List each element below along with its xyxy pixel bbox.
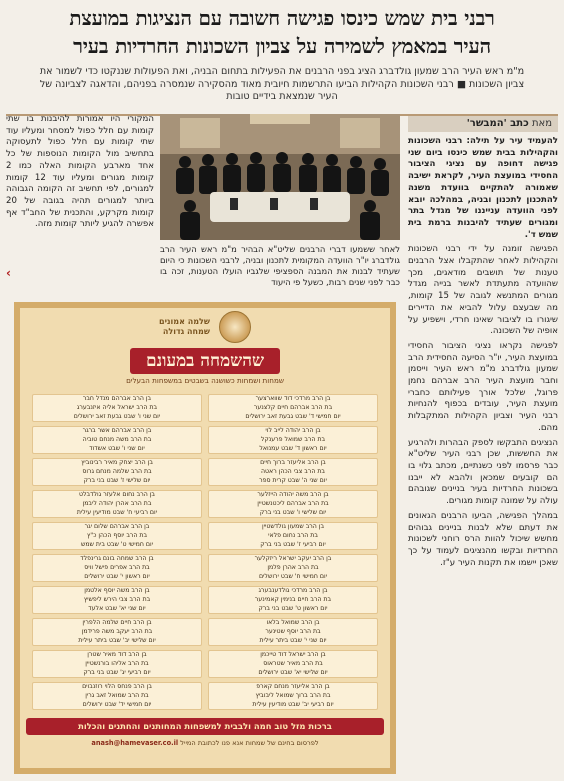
poster-footer-banner: ברכות מזל טוב חמה ולבבית למשפחות המחותנים והחתנים והכלות [26, 718, 384, 735]
poster-entry-line: בת הרב יוסף שטינער [265, 627, 321, 635]
subheadline-line-2: צביון השכונות ■ רבני השכונות הקהילות הביעו התרשמות חיובית מאוד מהסקירה שנמסרה בפניהם, והדאגה לצביונה של [39, 78, 525, 90]
lead-heading: להעמיד עיר על תילה: [466, 136, 558, 146]
byline-name: כתב 'המבשר' [466, 118, 529, 129]
headline-line-2: העיר במאמץ לשמירה על צביון השכונות החרדיות בעיר [73, 34, 491, 58]
poster-entry-line: יום שלישי ו' שבט בני ברק [259, 508, 327, 516]
poster-entry-line: יום ראשון ד' שבט עמנואל [259, 444, 327, 452]
poster-entry-line: יום שלישי יא' שבט ירושלים [258, 668, 328, 676]
poster-entries [32, 394, 378, 720]
poster-entry-line: יום חמישי ט' שבט בית שמש [80, 540, 154, 548]
poster-entry-line: בת הרב אברהם חיים קלצנער [253, 403, 333, 411]
subheadline [6, 66, 558, 116]
poster-entry-line: בן הרב דוד מאיר שטרן [87, 651, 147, 658]
paragraph-4: הנציגים התבקשו לספק הבהרות ולהרגיע את החששות, שכן רבני העיר שליט"א כבר פרסמו לפני כשנתיים, מכתב גלוי בו הם קובעים שמכאן ולהבא לא ייבנו בשכונות החרדיות בעיר בניינים שגובהם עולה על שמונה קומות מגורים. [408, 437, 558, 507]
poster-entry-line: בן הרב יצחק מאיר רבינוביץ [81, 459, 153, 466]
poster-entry-line: יום ראשון ט' שבט בני ברק [258, 604, 328, 612]
article-column-right [408, 136, 558, 776]
poster-entry [208, 682, 378, 710]
poster-entry-line: יום רביעי יג' שבט בני ברק [83, 668, 151, 676]
poster-footer-info [26, 738, 384, 748]
meeting-photo [160, 114, 400, 240]
byline-prefix: מאת [531, 118, 552, 129]
poster-entry-line: בן הרב חיים שלמה הלפרין [82, 619, 152, 626]
subheadline-line-3: העיר שנמצאת בידיים טובות [226, 91, 338, 102]
poster-entry-line: יום ראשון י' שבט ירושלים [84, 572, 150, 580]
poster-entry-line: בן הרב שמואל בלאו [266, 619, 320, 626]
poster-entry-line: בן הרב שמחה בונם גרינפלד [80, 555, 154, 562]
poster-title: שהשמחה במעונם [130, 348, 280, 374]
poster-logo [20, 311, 390, 345]
logo-text [159, 317, 210, 337]
poster-entry-line: יום שני ו' שבט גבעת זאב ירושלים [73, 412, 161, 420]
poster-entry [208, 650, 378, 678]
poster-entry-line: יום חמישי יד' שבט ירושלים [82, 700, 152, 708]
logo-emblem-icon [219, 311, 251, 343]
poster-entry-line: בת הרב אפרים פישל וויס [84, 563, 150, 571]
poster-entry-line: בן הרב משה יוסף אלטמן [84, 587, 150, 594]
poster-entry-line: בת הרב אהרן יהודה ליבמן [82, 499, 152, 507]
poster-entry [32, 554, 202, 582]
article-column-left: המקורי היו אמורות להיבנות בו שתי קומות עם חלל כפול למסחר ומעליו עוד שתי קומות עם חלל כפול לתעסוקה בתחשיב מול הקומות הנוספות של כל אחד מארבע הקומות האלה כמו 2 קומות מגורים ומעליו עוד 12 קומות למגורים, לפי תחשיב זה הקומה הגבוהה ביותר למגורים תהיה בגובה של 20 קומות מקרקע, והתכנית של החב"ד אף אפשרה להגיע ליותר קומות מזה. [6, 114, 154, 230]
poster-entry-line: בן הרב ישראל דוד טייכמן [260, 651, 326, 658]
poster-entry-line: יום רביעי ז' שבט בני ברק [260, 540, 326, 548]
poster-entry [32, 586, 202, 614]
paragraph-5: במהלך הפגישה, הביעו הרבנים הגאונים את דעתם שלא לבנות בניינים גבוהים מחשש שיכול להוות הרס רוחני לשכונות החרדיות ובקשו מהנציגים לעמוד על כך שאכן יישמו את תקנות העיר ע"ז. [408, 510, 558, 568]
logo-line-1: שלמה אמונים [159, 317, 210, 326]
poster-entry-line: בן הרב יעקב ישראל ריזקלער [254, 555, 332, 562]
poster-entry-line: בת הרב צבי הכהן ראטה [261, 467, 325, 475]
poster-entry [32, 650, 202, 678]
poster-entry-line: בת הרב שמואל פרענקל [260, 435, 326, 443]
poster-entry-line: בת הרב מאיר שטראוס [263, 659, 323, 667]
poster-entry-line: בן הרב אליעזר מנחם קארפ [256, 683, 330, 690]
logo-line-2: שמחה גדולה [162, 327, 210, 336]
poster-entry [208, 618, 378, 646]
poster-entry-line: בת הרב חיים בנימין קאמינער [254, 595, 332, 603]
poster-footer-email: anash@hamevaser.co.il [91, 739, 179, 747]
poster-entry-line: יום שני ה' שבט קרית ספר [259, 476, 327, 484]
poster-entry-line: בת הרב משה מנחם טוביה [82, 435, 152, 443]
poster-entry-line: בת הרב ברוך שמואל ליבוביץ [255, 691, 331, 699]
poster-entry-line: יום חמישי ד' שבט גבעת זאב ירושלים [245, 412, 341, 420]
meeting-photo-illustration [160, 114, 400, 240]
poster-subtitle: שמחות ושמחות כשושנה בשבטים במשפחות הבעלים [126, 376, 284, 385]
poster-footer [26, 718, 384, 764]
poster-entry [32, 618, 202, 646]
poster-entry-line: יום רביעי ח' שבט מודיעין עילית [76, 508, 158, 516]
subheadline-line-1: מ"מ ראש העיר הרב שמעון גולדברג הציג בפני הרבנים את הפעילות בתחום הבניה, ואת הפעולות שננקטו כדי לשמור את [39, 66, 525, 77]
poster-entry-line: בת הרב שלמה מנחם גרוס [82, 467, 152, 475]
poster-entry-line: בן הרב מרדכי דוד שווארצער [255, 395, 331, 402]
poster-entry-line: יום שלישי ז' שבט בני ברק [83, 476, 151, 484]
poster-entry [32, 458, 202, 486]
poster-entry-line: בן הרב מרדכי גולדענבערג [258, 587, 328, 594]
poster-entry-line: בן הרב משה יהודה הייזלער [257, 491, 329, 498]
poster-entry-line: בן הרב פנחס הלוי רוזנבוים [82, 683, 152, 690]
continue-arrow-icon: › [6, 266, 11, 280]
poster-entry-line: בת הרב אברהם ליכטנשטיין [257, 499, 329, 507]
poster-entry-line: בן הרב אברהם מנדל חבר [82, 395, 152, 402]
poster-entry-line: יום שני יא' שבט אלעד [88, 604, 146, 612]
paragraph-3: לפגישה נקראו נציגי הציבור החסידי במועצת העיר, יו"ר הסיעה החסידית הרב שמעון גולדברג מ"מ ראש העיר וייסמן וחבר מועצת העיר הרב אברהם נחמן פרוגל, שלכל אורך פעילותם כחברי מועצת העיר, עובדים בכפוף להנחיות רבני העיר וצביון הקהילות המתקבלות מהם. [408, 340, 558, 433]
poster-entry-line: בת הרב אהרן פלמן [267, 563, 319, 571]
poster-entry-line: בת הרב אליהו בורנשטיין [85, 659, 149, 667]
poster-entry-line: בן הרב אליעזר ברוך חיים [260, 459, 326, 466]
poster-entry-line: בת הרב שמואל זאב גרין [85, 691, 149, 699]
poster-entry [208, 426, 378, 454]
poster-entry-line: בן הרב אברהם שלום יגר [84, 523, 150, 530]
headline-line-1: רבני בית שמש כינסו פגישה חשובה עם הנציגות במועצת [69, 6, 495, 30]
poster-entry [32, 394, 202, 422]
poster-entry-line: יום שני ו' שבט אשדוד [89, 444, 145, 452]
poster-entry-line: בת הרב יעקב משה פרידמן [81, 627, 153, 635]
paragraph-2: הפגישה זומנה על ידי רבני השכונות והקהילות לאחר שהתקבלו אצל הרבנים טענות של תושבים מודאגים, מכך שהוועדה מתעתדת לאשר בנייה מגדל מגורים המתנשא לגובה של 15 קומות, מה שבעצם עלול להביא את הדיירים שיגורו בו לציבור שאינו חרדי, וישפיע על אופיה של השכונה. [408, 244, 558, 337]
poster-entry [32, 426, 202, 454]
poster-entry-line: בן הרב נחום אלעזר גולדבלט [79, 491, 155, 498]
poster-entry [208, 394, 378, 422]
poster-entry [208, 554, 378, 582]
poster-entry [32, 522, 202, 550]
poster-entry [32, 490, 202, 518]
paragraph-1: רבני השכונות והקהילות בבית שמש כינסו ביום שני פגישה דחופה עם נציגי הציבור החסידי במועצת העיר, לקראת ישיבה שאמורה להתקיים בוועדת משנה להתכנון לתכנון ובניה, במהלכה יובא לפני הוועדה ענייננו של מגדל בתר ומגורים שעתיד להיבנות ברמת בית שמש ד'. [408, 136, 558, 240]
poster-entry [208, 522, 378, 550]
photo-caption: לאחר ששמעו דברי הרבנים שליט"א הבהיר מ"מ ראש העיר הרב גולדברג יו"ר הוועדה המקומית לתכנון ובניה, לרבני השכונות כי היום שעתיד לבנות את המבנה הספציפי שלגביו הועלו הטענות, זכה בו כבר לפני שנים רבות, כשעל פי היעוד [160, 244, 400, 287]
poster-entry [32, 682, 202, 710]
poster-entry-line: יום שלישי יב' שבט ביתר עילית [78, 636, 156, 644]
poster-entry-line: בן הרב יהודה לייב לוי [265, 427, 321, 434]
poster-footer-text: לפרסום בחינם של שמחות אנא פנו לכתובת המייל [180, 739, 319, 747]
poster-entry-line: יום רביעי יב' שבט מודיעין עילית [252, 700, 334, 708]
poster-title-area [38, 348, 372, 388]
poster-entry [208, 490, 378, 518]
byline [408, 116, 558, 132]
poster-entry-line: בן הרב אברהם אשר ברגר [82, 427, 152, 434]
poster-entry-line: יום שני י' שבט ביתר עילית [259, 636, 327, 644]
poster-entry-line: בן הרב שמעון גולדשטיין [261, 523, 325, 530]
poster-entry-line: יום חמישי ח' שבט ירושלים [258, 572, 328, 580]
poster-entry-line: בת הרב נחום פלאי [268, 531, 318, 539]
poster-entry-line: בת הרב ישראל אליה איזנבערג [76, 403, 158, 411]
headline [6, 4, 558, 64]
poster-entry-line: בת הרב צבי הירש ליפשיץ [83, 595, 151, 603]
celebrations-poster [14, 302, 396, 774]
poster-entry [208, 458, 378, 486]
poster-entry-line: בת הרב יוסף הכהן כ"ץ [86, 531, 148, 539]
poster-entry [208, 586, 378, 614]
